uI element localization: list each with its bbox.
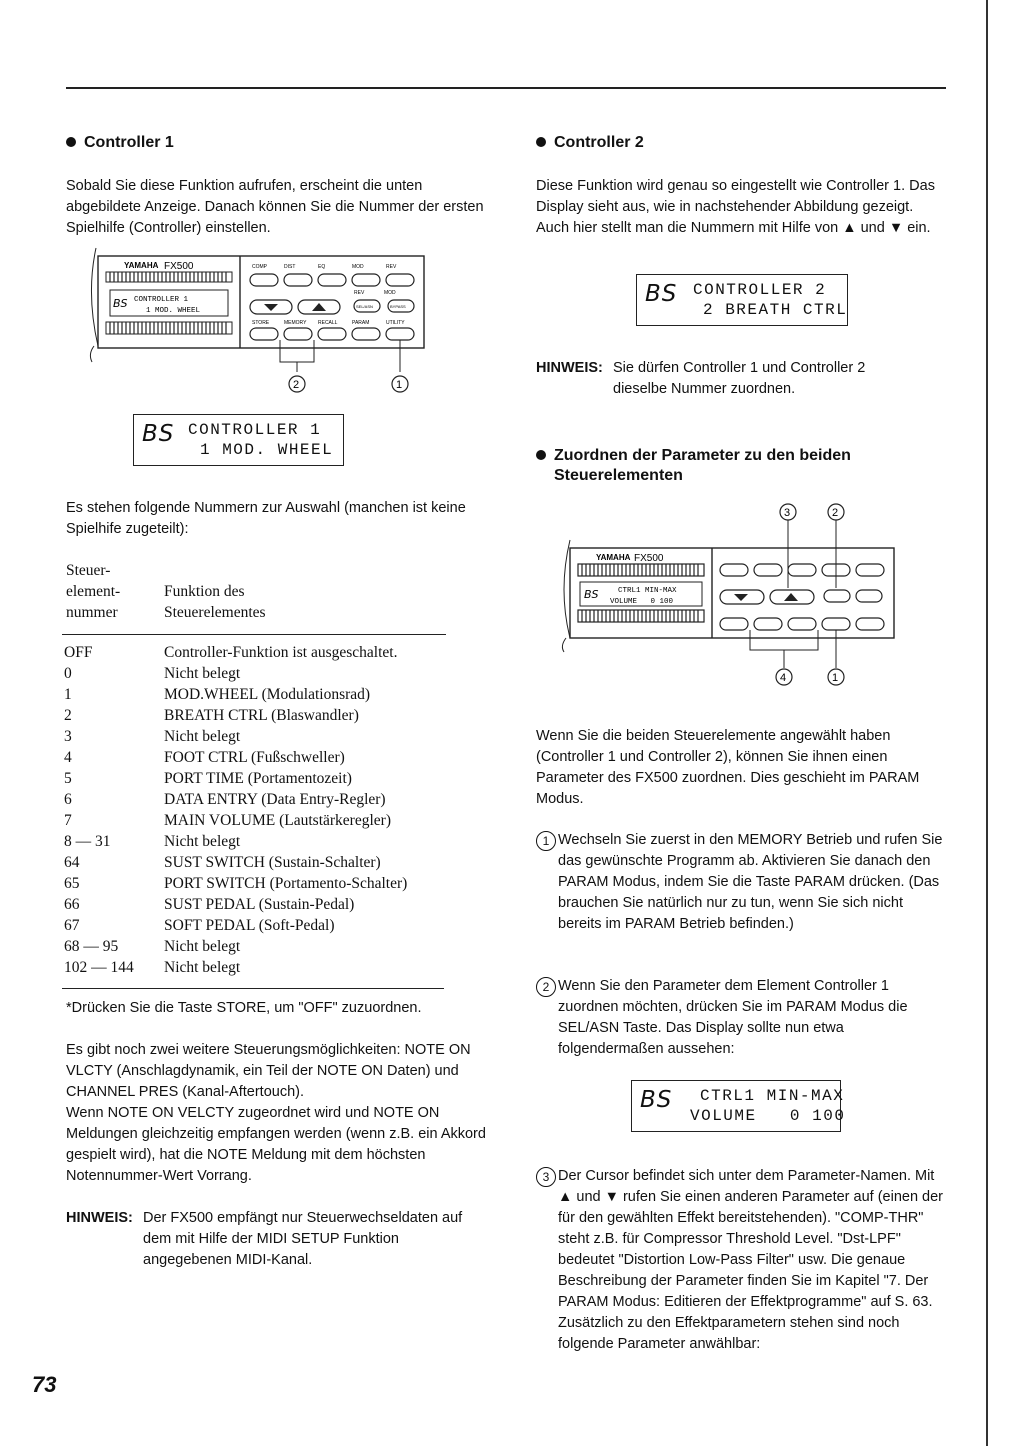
svg-text:REV: REV xyxy=(386,264,397,270)
svg-text:SEL/ASN: SEL/ASN xyxy=(356,304,373,309)
display-ctrl1-minmax xyxy=(631,1080,846,1132)
fx500-front-panel-illustration xyxy=(84,244,426,394)
store-note: *Drücken Sie die Taste STORE, um "OFF" zuzuordnen. xyxy=(66,1000,422,1016)
svg-text:PARAM: PARAM xyxy=(352,320,370,326)
table-row: 5 PORT TIME (Portamentozeit) xyxy=(64,770,352,787)
svg-text:REV: REV xyxy=(354,290,365,296)
svg-text:1: 1 xyxy=(832,672,839,684)
device-lcd-bs: BS xyxy=(113,297,128,310)
table-row: 0 Nicht belegt xyxy=(64,665,241,682)
svg-text:VOLUME 0 100: VOLUME 0 100 xyxy=(610,598,674,606)
svg-text:MOD: MOD xyxy=(384,290,396,296)
page-number: 73 xyxy=(32,1372,57,1397)
svg-text:1: 1 xyxy=(396,379,403,391)
table-row: 8 — 31 Nicht belegt xyxy=(64,833,241,850)
table-row: 7 MAIN VOLUME (Lautstärkeregler) xyxy=(64,812,391,829)
svg-text:COMP: COMP xyxy=(252,264,267,270)
rev-button xyxy=(386,274,414,286)
table-row: 66 SUST PEDAL (Sustain-Pedal) xyxy=(64,896,355,913)
display-line1: CONTROLLER 2 xyxy=(693,281,827,299)
top-rule xyxy=(66,87,946,89)
svg-text:EQ: EQ xyxy=(318,264,326,270)
device-brand: YAMAHA xyxy=(124,261,159,270)
dist-button xyxy=(284,274,312,286)
table-row: 64 SUST SWITCH (Sustain-Schalter) xyxy=(64,854,381,871)
step-number-icon: 3 xyxy=(536,1167,556,1187)
device-top-labels xyxy=(252,264,397,270)
display-bs-symbol: BS xyxy=(645,281,678,307)
table-row: 65 PORT SWITCH (Portamento-Schalter) xyxy=(64,875,408,892)
memory-button xyxy=(284,328,312,340)
table-row: OFF Controller-Funktion ist ausgeschaltet. xyxy=(64,644,398,661)
step-number-icon: 1 xyxy=(536,831,556,851)
device-right-buttons xyxy=(356,304,406,309)
device-model: FX500 xyxy=(164,261,194,272)
svg-text:STORE: STORE xyxy=(252,320,270,326)
table-row: 67 SOFT PEDAL (Soft-Pedal) xyxy=(64,917,335,934)
device-lcd-line1: CONTROLLER 1 xyxy=(134,296,189,304)
table-row: 6 DATA ENTRY (Data Entry-Regler) xyxy=(64,791,386,808)
display-line2: VOLUME 0 100 xyxy=(690,1107,846,1125)
hinweis-right: HINWEIS: Sie dürfen Controller 1 und Controller 2 dieselbe Nummer zuordnen. xyxy=(536,360,866,397)
device-lcd-line2: 1 MOD. WHEEL xyxy=(146,307,201,315)
mod-button xyxy=(352,274,380,286)
display-line2: 1 MOD. WHEEL xyxy=(200,441,334,459)
store-button xyxy=(250,328,278,340)
svg-text:BYPASS: BYPASS xyxy=(390,304,406,309)
table-row: 102 — 144 Nicht belegt xyxy=(64,959,241,976)
recall-button xyxy=(318,328,346,340)
bullet-icon xyxy=(536,137,546,147)
fx500-panel-assign-illustration xyxy=(552,500,902,692)
device2-brand: YAMAHA xyxy=(596,553,631,562)
display-line1: CTRL1 MIN-MAX xyxy=(700,1087,845,1105)
controller-number-table xyxy=(64,642,454,978)
controller1-intro: Sobald Sie diese Funktion aufrufen, erscheint die unten abgebildete Anzeige. Danach können Sie die Nummer der ersten Spielhilfe (Controller) einstellen. xyxy=(66,178,484,236)
display-line2: 2 BREATH CTRL xyxy=(703,301,848,319)
step-2: 2 Wenn Sie den Parameter dem Element Controller 1 zuordnen möchten, drücken Sie im PARAM Modus die SEL/ASN Taste. Das Display sollte nun etwa folgendermaßen aussehen: xyxy=(536,976,946,1060)
display-bs-symbol: BS xyxy=(142,421,175,447)
priority-text: Wenn NOTE ON VELCTY zugeordnet wird und NOTE ON Meldungen gleichzeitig empfangen werden (wenn z.B. ein Akkord gespielt wird), hat die NOTE Meldung mit dem höchsten Notennummer-Wert Vorrang. xyxy=(66,1105,486,1184)
device-bottom-labels xyxy=(252,320,405,326)
device-mid-labels xyxy=(354,290,396,296)
assign-heading: Zuordnen der Parameter zu den beiden Steuerelementen xyxy=(536,446,851,486)
choose-text: Es stehen folgende Nummern zur Auswahl (manchen ist keine Spielhife zugeteilt): xyxy=(66,500,466,537)
hinweis-left: HINWEIS: Der FX500 empfängt nur Steuerwechseldaten auf dem mit Hilfe der MIDI SETUP Funktion angegebenen MIDI-Kanal. xyxy=(66,1210,463,1268)
bullet-icon xyxy=(536,450,546,460)
page-edge xyxy=(986,0,988,1446)
svg-text:3: 3 xyxy=(784,507,791,519)
step-3: 3 Der Cursor befindet sich unter dem Parameter-Namen. Mit ▲ und ▼ rufen Sie einen anderen Parameter auf (einen der für den gewählten Effekt bereitstehenden). "COMP-THR" steht z.B. für Compressor Threshold Level. "Dst-LPF" bedeutet "Distortion Low-Pass Filter" usw. Die genaue Beschreibung der Parameter finden Sie im Kapitel "7. Der PARAM Modus: Editieren der Effektprogramme" auf S. 63. Zusätzlich zu den Effektparametern stehen sind noch folgende Parameter anwählbar: xyxy=(536,1166,946,1355)
param-button xyxy=(352,328,380,340)
table-rule-top xyxy=(62,634,446,635)
utility-button xyxy=(386,328,414,340)
device2-model: FX500 xyxy=(634,553,664,564)
controller2-heading: Controller 2 xyxy=(536,134,644,152)
table-row: 68 — 95 Nicht belegt xyxy=(64,938,241,955)
controller1-heading: Controller 1 xyxy=(66,134,174,152)
svg-text:2: 2 xyxy=(832,507,839,519)
step-number-icon: 2 xyxy=(536,977,556,997)
bullet-icon xyxy=(66,137,76,147)
more-controls-text: Es gibt noch zwei weitere Steuerungsmöglichkeiten: NOTE ON VLCTY (Anschlagdynamik, ein Teil der NOTE ON Daten) und CHANNEL PRES (Kanal-Aftertouch). xyxy=(66,1042,471,1100)
svg-text:RECALL: RECALL xyxy=(318,320,338,326)
controller2-text: Diese Funktion wird genau so eingestellt wie Controller 1. Das Display sieht aus, wie in nachstehender Abbildung gezeigt. Auch hier stellt man die Nummern mit Hilfe von ▲ und ▼ ein. xyxy=(536,178,935,236)
step-1: 1 Wechseln Sie zuerst in den MEMORY Betrieb und rufen Sie das gewünschte Programm ab. Aktivieren Sie danach den PARAM Modus, indem Sie die Taste PARAM drücken. (Das brauchen Sie natürlich nur zu tun, wenn Sie sich nicht bereits im PARAM Betrieb befinden.) xyxy=(536,830,946,935)
svg-text:BS: BS xyxy=(584,588,599,601)
svg-text:4: 4 xyxy=(780,672,787,684)
table-row: 2 BREATH CTRL (Blaswandler) xyxy=(64,707,359,724)
display-controller1 xyxy=(133,414,344,466)
svg-text:UTILITY: UTILITY xyxy=(386,320,405,326)
comp-button xyxy=(250,274,278,286)
table-rule-bottom xyxy=(62,988,444,989)
eq-button xyxy=(318,274,346,286)
svg-text:CTRL1 MIN-MAX: CTRL1 MIN-MAX xyxy=(618,587,677,595)
panel-grille-top xyxy=(106,272,232,282)
table-row: 4 FOOT CTRL (Fußschweller) xyxy=(64,749,345,766)
display-bs-symbol: BS xyxy=(640,1087,673,1113)
table-row: 1 MOD.WHEEL (Modulationsrad) xyxy=(64,686,371,703)
assign-text: Wenn Sie die beiden Steuerelemente angewählt haben (Controller 1 und Controller 2), können Sie ihnen einen Parameter des FX500 zuordnen. Dies geschieht im PARAM Modus. xyxy=(536,728,920,807)
display-controller2 xyxy=(636,274,848,326)
svg-text:MOD: MOD xyxy=(352,264,364,270)
display-line1: CONTROLLER 1 xyxy=(188,421,322,439)
svg-text:2: 2 xyxy=(293,379,300,391)
panel-grille-bottom xyxy=(106,322,232,334)
svg-text:MEMORY: MEMORY xyxy=(284,320,307,326)
svg-text:DIST: DIST xyxy=(284,264,296,270)
table-row: 3 Nicht belegt xyxy=(64,728,241,745)
